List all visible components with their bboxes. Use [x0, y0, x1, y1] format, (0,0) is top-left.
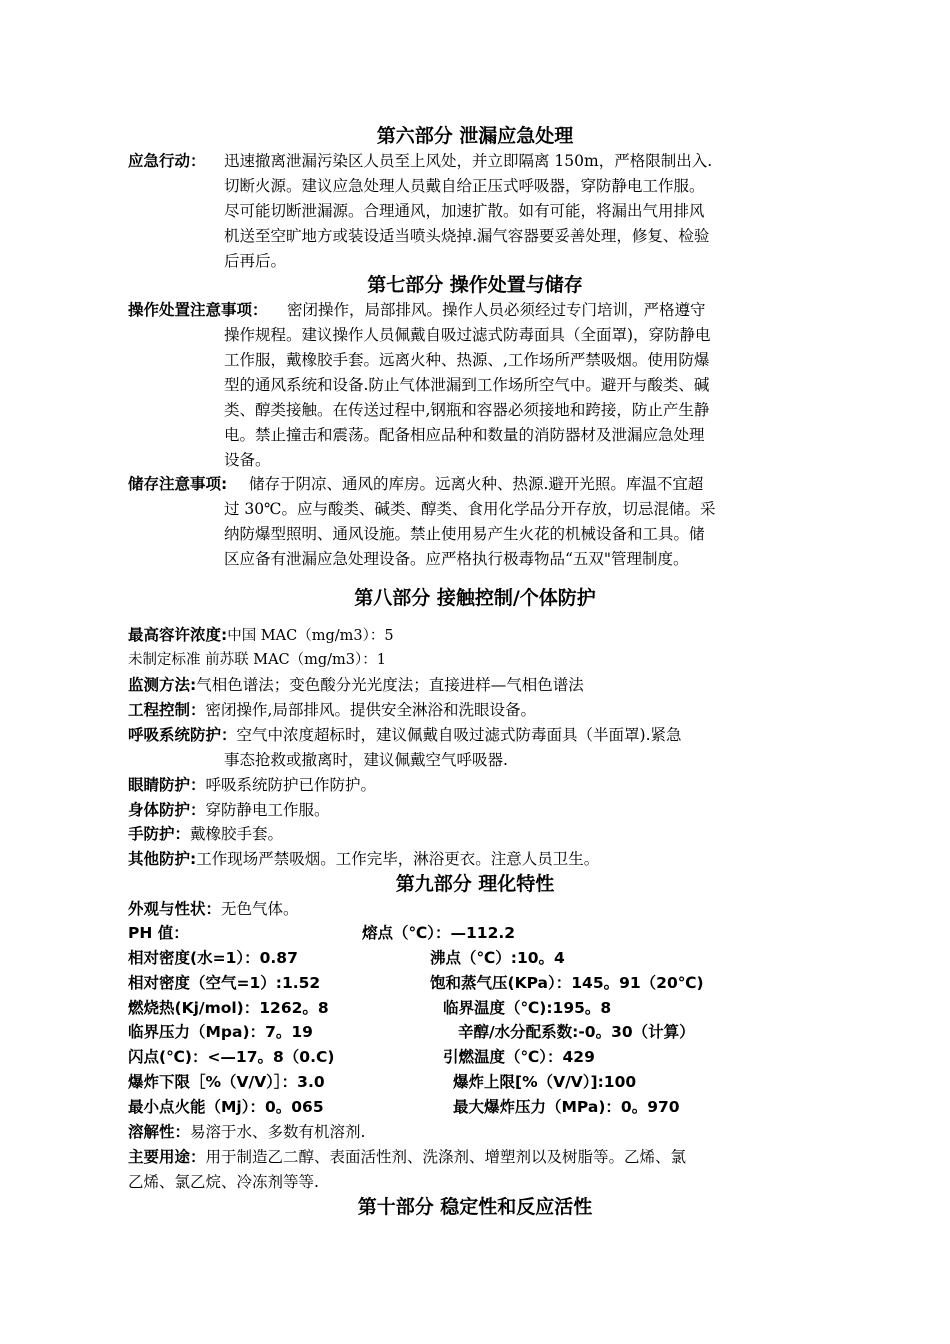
emergency-label: 应急行动：	[128, 152, 206, 170]
storage-line: 储存于阴凉、通风的库房。远离火种、热源.避开光照。库温不宜超	[249, 475, 704, 493]
storage-line: 区应备有泄漏应急处理设备。应严格执行极毒物品“五双"管理制度。	[224, 550, 689, 568]
emergency-line: 切断火源。建议应急处理人员戴自给正压式呼吸器，穿防静电工作服。	[224, 177, 705, 195]
section9-title: 第九部分 理化特性	[395, 873, 555, 895]
max-explosion-pressure: 最大爆炸压力（MPa)：0。970	[453, 1098, 680, 1116]
section7-title: 第七部分 操作处置与储存	[367, 274, 583, 296]
engineering-label: 工程控制：	[128, 701, 206, 719]
hand-value: 戴橡胶手套。	[190, 825, 284, 843]
respiratory-line: 空气中浓度超标时，建议佩戴自吸过滤式防毒面具（半面罩).紧急	[236, 726, 682, 744]
uses-line: 乙烯、氯乙烷、冷冻剂等等.	[128, 1173, 319, 1191]
handling-line: 密闭操作，局部排风。操作人员必须经过专门培训，严格遵守	[287, 301, 706, 319]
critical-temperature: 临界温度（℃):195。8	[443, 999, 612, 1017]
respiratory-line: 事态抢救或撤离时，建议佩戴空气呼吸器.	[224, 751, 508, 769]
handling-label: 操作处置注意事项：	[128, 301, 268, 319]
max-conc-label: 最高容许浓度:	[128, 626, 228, 644]
partition-coefficient: 辛醇/水分配系数:-0。30（计算）	[458, 1023, 695, 1041]
boiling-point: 沸点（℃）:10。4	[430, 949, 565, 967]
body-value: 穿防静电工作服。	[205, 801, 330, 819]
handling-line: 型的通风系统和设备.防止气体泄漏到工作场所空气中。避开与酸类、碱	[224, 376, 710, 394]
other-value: 工作现场严禁吸烟。工作完毕，淋浴更衣。注意人员卫生。	[196, 850, 600, 868]
storage-label: 储存注意事项:	[128, 475, 228, 493]
handling-line: 类、醇类接触。在传送过程中,钢瓶和容器必须接地和跨接，防止产生静	[224, 401, 710, 419]
body-label: 身体防护：	[128, 801, 206, 819]
hand-label: 手防护：	[128, 825, 191, 843]
flash-point: 闪点(℃)：<—17。8（0.C)	[128, 1048, 335, 1066]
max-conc-value: 中国 MAC（mg/m3）：5	[227, 628, 394, 644]
monitoring-label: 监测方法:	[128, 676, 197, 694]
emergency-line: 尽可能切断泄漏源。合理通风，加速扩散。如有可能，将漏出气用排风	[224, 202, 705, 220]
emergency-line: 迅速撤离泄漏污染区人员至上风处，并立即隔离 150m，严格限制出入.	[224, 152, 713, 170]
appearance-value: 无色气体。	[221, 900, 299, 918]
emergency-line: 机送至空旷地方或装设适当喷头烧掉.漏气容器要妥善处理，修复、检验	[224, 227, 710, 245]
section8-title: 第八部分 接触控制/个体防护	[354, 587, 596, 609]
section10-title: 第十部分 稳定性和反应活性	[357, 1196, 593, 1218]
emergency-line: 后再后。	[224, 252, 287, 270]
handling-line: 电。禁止撞击和震荡。配备相应品种和数量的消防器材及泄漏应急处理	[224, 426, 705, 444]
explosion-lower-limit: 爆炸下限［%（V/V）］：3.0	[128, 1073, 325, 1091]
other-label: 其他防护:	[128, 850, 197, 868]
min-ignition-energy: 最小点火能（Mj）：0。065	[128, 1098, 324, 1116]
handling-line: 工作服，戴橡胶手套。远离火种、热源、,工作场所严禁吸烟。使用防爆	[224, 351, 710, 369]
vapor-pressure: 饱和蒸气压(KPa）：145。91（20℃)	[430, 974, 704, 992]
uses-label: 主要用途：	[128, 1148, 206, 1166]
explosion-upper-limit: 爆炸上限[%（V/V）]:100	[453, 1073, 637, 1091]
engineering-value: 密闭操作,局部排风。提供安全淋浴和洗眼设备。	[205, 701, 536, 719]
ignition-temperature: 引燃温度（℃）：429	[443, 1048, 595, 1066]
uses-line: 用于制造乙二醇、表面活性剂、洗涤剂、增塑剂以及树脂等。乙烯、氯	[205, 1148, 687, 1166]
relative-density-air: 相对密度（空气=1）:1.52	[128, 974, 321, 992]
section6-title: 第六部分 泄漏应急处理	[376, 125, 574, 147]
eye-value: 呼吸系统防护已作防护。	[205, 776, 377, 794]
appearance-label: 外观与性状：	[128, 900, 222, 918]
respiratory-label: 呼吸系统防护：	[128, 726, 237, 744]
unset-standard-line: 未制定标准 前苏联 MAC（mg/m3）：1	[128, 652, 386, 668]
relative-density-water: 相对密度(水=1）：0.87	[128, 949, 298, 967]
critical-pressure: 临界压力（Mpa)：7。19	[128, 1023, 313, 1041]
eye-label: 眼睛防护：	[128, 776, 206, 794]
handling-line: 操作规程。建议操作人员佩戴自吸过滤式防毒面具（全面罩)，穿防静电	[224, 326, 711, 344]
melting-point: 熔点（℃）：—112.2	[362, 924, 516, 942]
solubility-label: 溶解性：	[128, 1123, 191, 1141]
storage-line: 纳防爆型照明、通风设施。禁止使用易产生火花的机械设备和工具。储	[224, 525, 705, 543]
monitoring-value: 气相色谱法；变色酸分光光度法；直接进样—气相色谱法	[196, 676, 584, 694]
combustion-heat: 燃烧热(Kj/mol)：1262。8	[128, 999, 329, 1017]
storage-line: 过 30℃。应与酸类、碱类、醇类、食用化学品分开存放，切忌混储。采	[224, 500, 716, 518]
solubility-value: 易溶于水、多数有机溶剂.	[190, 1123, 366, 1141]
handling-line: 设备。	[224, 451, 271, 469]
ph-label: PH 值：	[128, 924, 189, 942]
